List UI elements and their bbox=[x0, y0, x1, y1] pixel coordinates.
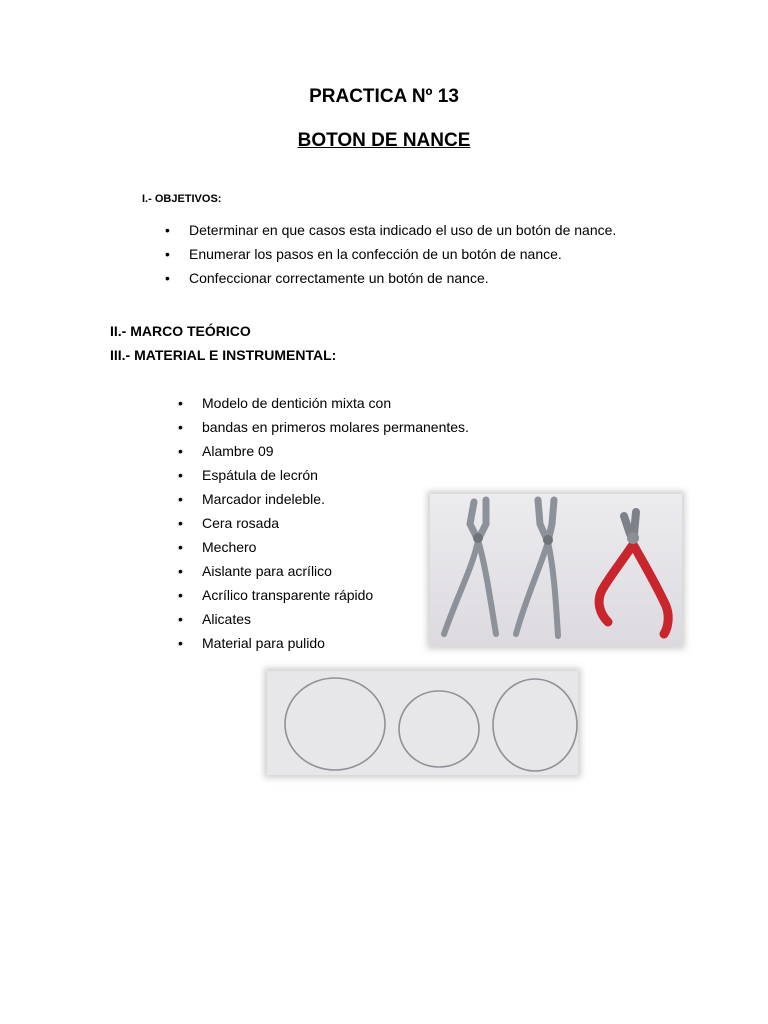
list-item bbox=[178, 391, 469, 415]
bullet-icon: • bbox=[178, 419, 183, 435]
pliers-illustration bbox=[430, 494, 682, 646]
bullet-icon: • bbox=[178, 515, 183, 531]
list-item bbox=[178, 607, 469, 631]
bullet-icon: • bbox=[178, 395, 183, 411]
bullet-icon: • bbox=[178, 491, 183, 507]
list-item bbox=[165, 218, 617, 242]
bullet-icon: • bbox=[165, 222, 170, 238]
list-item bbox=[178, 439, 469, 463]
list-item bbox=[178, 487, 469, 511]
bullet-icon: • bbox=[178, 539, 183, 555]
wire-rings-photo bbox=[267, 671, 578, 775]
list-item-text: Enumerar los pasos en la confección de un botón de nance. bbox=[189, 246, 562, 262]
bullet-icon: • bbox=[178, 443, 183, 459]
list-item-text: Acrílico transparente rápido bbox=[202, 587, 374, 603]
bullet-icon: • bbox=[178, 563, 183, 579]
list-item-text: Material para pulido bbox=[202, 635, 325, 651]
list-item-text: Determinar en que casos esta indicado el uso de un botón de nance. bbox=[189, 222, 617, 238]
list-item bbox=[178, 559, 469, 583]
list-item-text: Marcador indeleble. bbox=[202, 491, 325, 507]
material-heading: III.- MATERIAL E INSTRUMENTAL: bbox=[110, 347, 337, 363]
wire-rings-illustration bbox=[267, 671, 578, 775]
list-item-text: Alambre 09 bbox=[202, 443, 274, 459]
list-item bbox=[178, 583, 469, 607]
material-list bbox=[178, 391, 469, 655]
list-item-text: Alicates bbox=[202, 611, 252, 627]
bullet-icon: • bbox=[165, 246, 170, 262]
list-item bbox=[178, 511, 469, 535]
list-item bbox=[165, 266, 616, 290]
list-item-text: Espátula de lecrón bbox=[202, 467, 318, 483]
list-item bbox=[178, 415, 469, 439]
marco-teorico-heading: II.- MARCO TEÓRICO bbox=[110, 323, 251, 339]
list-item bbox=[178, 463, 469, 487]
bullet-icon: • bbox=[178, 587, 183, 603]
list-item-text: bandas en primeros molares permanentes. bbox=[202, 419, 469, 435]
bullet-icon: • bbox=[178, 635, 183, 651]
list-item-text: Aislante para acrílico bbox=[202, 563, 332, 579]
list-item bbox=[165, 242, 616, 266]
objetivos-list bbox=[165, 218, 617, 290]
list-item-text: Mechero bbox=[202, 539, 257, 555]
pliers-photo bbox=[430, 494, 682, 646]
bullet-icon: • bbox=[178, 611, 183, 627]
list-item-text: Confeccionar correctamente un botón de nance. bbox=[189, 270, 489, 286]
bullet-icon: • bbox=[165, 270, 170, 286]
page-title: PRACTICA Nº 13 bbox=[309, 86, 459, 107]
bullet-icon: • bbox=[178, 467, 183, 483]
list-item bbox=[178, 535, 469, 559]
list-item-text: Cera rosada bbox=[202, 515, 280, 531]
page-subtitle: BOTON DE NANCE bbox=[297, 130, 471, 151]
list-item-text: Modelo de dentición mixta con bbox=[202, 395, 392, 411]
list-item bbox=[178, 631, 469, 655]
objetivos-heading: I.- OBJETIVOS: bbox=[142, 193, 222, 205]
